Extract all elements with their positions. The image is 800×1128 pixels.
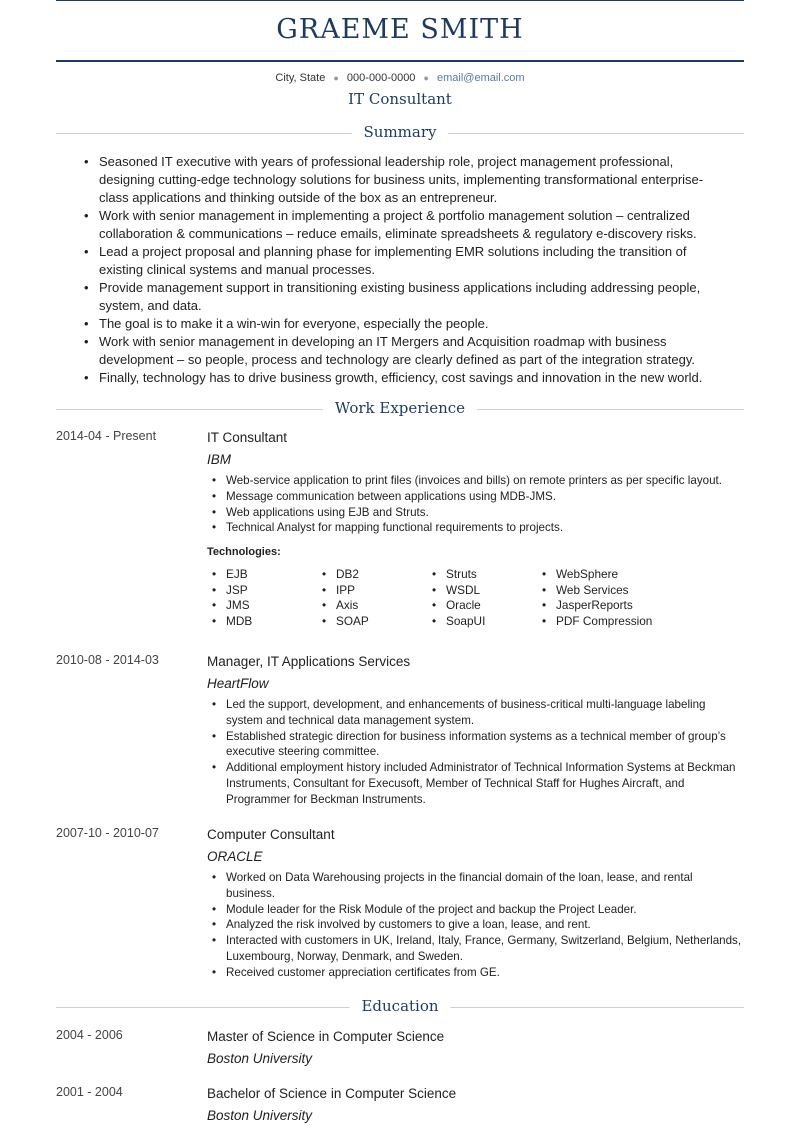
- entry-organization: IBM: [207, 452, 232, 467]
- technology-item: • IPP: [317, 583, 427, 599]
- bullet-item: • Web-service application to print files (invoices and bills) on remote printers as per specific layout.: [207, 473, 744, 489]
- technology-item: • Struts: [427, 567, 537, 583]
- technologies-grid: [207, 567, 744, 629]
- summary-item: • Seasoned IT executive with years of professional leadership role, project management professional, designing cutting-edge technology solutions for business units, implementing transformational enterprise-class applications and thinking outside of the box as an entrepreneur.: [80, 153, 730, 207]
- technologies-label: Technologies:: [207, 546, 281, 559]
- entry-date: 2014-04 - Present: [56, 429, 157, 443]
- technology-item: • Oracle: [427, 598, 537, 614]
- entry-bullets: [207, 697, 744, 808]
- bullet-item: • Led the support, development, and enhancements of business-critical multi-language labeling system and technical data management system.: [207, 697, 744, 729]
- entry-date: 2001 - 2004: [56, 1085, 123, 1099]
- summary-item: • Provide management support in transitioning existing business applications including addressing people, system, and data.: [80, 279, 730, 315]
- section-education-heading: [56, 997, 744, 1017]
- technology-item: • Web Services: [537, 583, 677, 599]
- entry-body: [207, 1085, 744, 1125]
- city-state: City, State: [275, 72, 326, 84]
- section-label: Work Experience: [323, 399, 477, 417]
- summary-item: • Work with senior management in developing an IT Mergers and Acquisition roadmap with business development – so people, process and technology are clearly defined as part of the integration strategy.: [80, 333, 730, 369]
- bullet-item: • Web applications using EJB and Struts.: [207, 505, 744, 521]
- separator-dot: ●: [333, 73, 339, 83]
- technology-item: • EJB: [207, 567, 317, 583]
- bullet-item: • Message communication between applications using MDB-JMS.: [207, 489, 744, 505]
- bullet-item: • Interacted with customers in UK, Ireland, Italy, France, Germany, Switzerland, Belgium, Netherlands, Luxembourg, Norway, Denmark, and Sweden.: [207, 933, 744, 965]
- job-title: IT Consultant: [348, 90, 452, 108]
- entry-school: Boston University: [207, 1108, 313, 1123]
- entry-date: 2004 - 2006: [56, 1028, 123, 1042]
- bullet-item: • Module leader for the Risk Module of the project and backup the Project Leader.: [207, 902, 744, 918]
- entry-bullets: [207, 870, 744, 981]
- name-rule: [56, 60, 744, 62]
- section-label: Summary: [352, 123, 449, 141]
- entry-date: 2007-10 - 2010-07: [56, 826, 159, 840]
- section-summary-heading: [56, 123, 744, 143]
- candidate-name: GRAEME SMITH: [276, 14, 524, 45]
- section-label: Education: [349, 997, 450, 1015]
- top-rule: [56, 0, 744, 1]
- technology-item: • SoapUI: [427, 614, 537, 630]
- summary-item: • The goal is to make it a win-win for everyone, especially the people.: [80, 315, 730, 333]
- entry-date: 2010-08 - 2014-03: [56, 653, 159, 667]
- email-link[interactable]: email@email.com: [437, 72, 525, 84]
- entry-school: Boston University: [207, 1051, 313, 1066]
- summary-list: [80, 153, 730, 387]
- separator-dot: ●: [423, 73, 429, 83]
- bullet-item: • Additional employment history included Administrator of Technical Information Systems at Beckman Instruments, Consultant for Execusoft, Member of Technical Staff for Hughes Aircraft, and Programmer for Beckman Instruments.: [207, 760, 744, 807]
- entry-role: Computer Consultant: [207, 827, 335, 842]
- bullet-item: • Worked on Data Warehousing projects in the financial domain of the loan, lease, and rental business.: [207, 870, 744, 902]
- entry-role: Manager, IT Applications Services: [207, 654, 411, 669]
- entry-organization: HeartFlow: [207, 676, 269, 691]
- contact-line: [0, 72, 800, 84]
- entry-body: [207, 653, 744, 808]
- technology-item: • WebSphere: [537, 567, 677, 583]
- technology-item: • JSP: [207, 583, 317, 599]
- bullet-item: • Established strategic direction for business information systems as a technical member of group’s executive steering committee.: [207, 729, 744, 761]
- entry-body: [207, 1028, 744, 1068]
- summary-item: • Work with senior management in implementing a project & portfolio management solution – centralized collaboration & communications – reduce emails, eliminate spreadsheets & regulatory e-discovery risks.: [80, 207, 730, 243]
- technology-item: • SOAP: [317, 614, 427, 630]
- entry-degree: Bachelor of Science in Computer Science: [207, 1086, 457, 1101]
- entry-degree: Master of Science in Computer Science: [207, 1029, 445, 1044]
- phone-number: 000-000-0000: [346, 72, 416, 84]
- technology-item: • JasperReports: [537, 598, 677, 614]
- entry-role: IT Consultant: [207, 430, 288, 445]
- technology-item: • MDB: [207, 614, 317, 630]
- technology-item: • PDF Compression: [537, 614, 677, 630]
- bullet-item: • Analyzed the risk involved by customers to give a loan, lease, and rent.: [207, 917, 744, 933]
- technology-item: • Axis: [317, 598, 427, 614]
- bullet-item: • Received customer appreciation certificates from GE.: [207, 965, 744, 981]
- entry-bullets: [207, 473, 744, 536]
- summary-item: • Finally, technology has to drive business growth, efficiency, cost savings and innovation in the new world.: [80, 369, 730, 387]
- entry-body: [207, 429, 744, 630]
- entry-organization: ORACLE: [207, 849, 263, 864]
- section-work-heading: [56, 399, 744, 419]
- technology-item: • WSDL: [427, 583, 537, 599]
- bullet-item: • Technical Analyst for mapping functional requirements to projects.: [207, 520, 744, 536]
- entry-body: [207, 826, 744, 981]
- technology-item: • DB2: [317, 567, 427, 583]
- technology-item: • JMS: [207, 598, 317, 614]
- summary-item: • Lead a project proposal and planning phase for implementing EMR solutions including the transition of existing clinical systems and manual processes.: [80, 243, 730, 279]
